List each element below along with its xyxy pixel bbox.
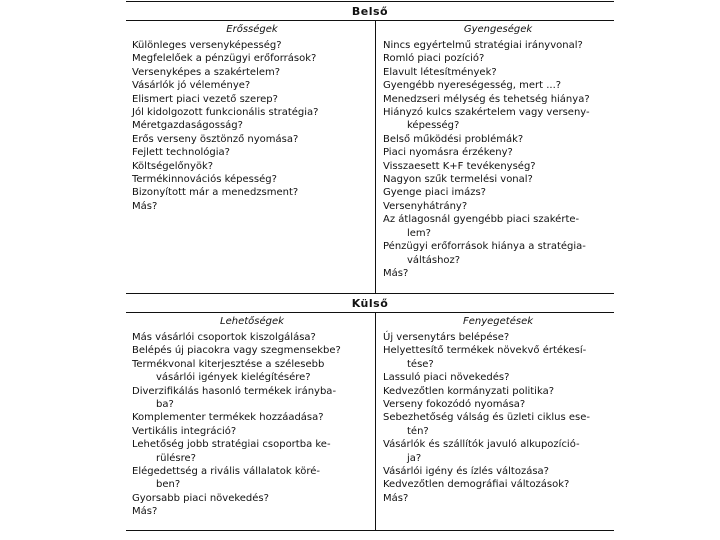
list-item (132, 119, 372, 132)
list-item-text: Belső működési problémák? (383, 133, 524, 145)
list-item (132, 160, 372, 173)
list-item-text: tése? (407, 358, 434, 370)
list-item-text: Az átlagosnál gyengébb piaci szakérte- (383, 214, 580, 226)
list-item (132, 358, 372, 371)
list-item-text: Új versenytárs belépése? (383, 332, 510, 343)
internal-column-divider (375, 20, 376, 293)
list-item-text: Elégedettség a rivális vállalatok köré- (132, 466, 321, 478)
list-item (383, 267, 611, 280)
list-item-text: Romló piaci pozíció? (383, 53, 485, 65)
list-item (132, 331, 372, 344)
list-item (132, 411, 372, 424)
list-item (383, 478, 611, 491)
list-item-text: Versenyképes a szakértelem? (132, 66, 281, 78)
rule-under-internal (126, 20, 614, 21)
external-heading: Külső (351, 297, 389, 310)
list-item-text: rülésre? (156, 452, 196, 464)
list-item-continuation (383, 254, 611, 267)
list-item-text: Más? (383, 267, 409, 279)
list-item-text: Jól kidolgozott funkcionális stratégia? (132, 107, 319, 119)
list-item-text: Diverzifikálás hasonló termékek iránybа- (132, 385, 337, 397)
list-item-text: Méretgazdaságosság? (132, 120, 243, 132)
list-item-text: ja? (407, 452, 422, 464)
list-item-text: ba? (156, 399, 174, 411)
list-item (383, 240, 611, 253)
list-item-text: Költségelőnyök? (132, 160, 214, 172)
list-item-text: Gyengébb nyereségesség, mert ...? (383, 80, 562, 92)
list-item-continuation (383, 119, 611, 132)
weaknesses-heading: Gyengeségek (463, 24, 533, 35)
list-item-text: Vásárlók jó véleménye? (132, 80, 251, 92)
list-item (383, 200, 611, 213)
list-item-text: Bizonyított már a menedzsment? (132, 187, 299, 199)
list-item-text: Gyorsabb piaci növekedés? (132, 492, 269, 504)
list-item (383, 93, 611, 106)
strengths-heading: Erősségek (226, 24, 278, 35)
strengths-list (132, 39, 372, 213)
list-item-text: váltáshoz? (407, 254, 461, 266)
list-item (383, 492, 611, 505)
rule-section-divider (126, 293, 614, 294)
list-item-text: Vásárlók és szállítók javuló alkupozíció- (383, 439, 580, 451)
list-item-text: Különleges versenyképesség? (132, 40, 282, 51)
list-item-text: Belépés új piacokra vagy szegmensekbe? (132, 345, 341, 357)
list-item-continuation (132, 371, 372, 384)
list-item-text: Vertikális integráció? (132, 425, 237, 437)
list-item (132, 66, 372, 79)
list-item-text: ben? (156, 479, 181, 491)
external-column-divider (375, 312, 376, 530)
list-item-text: Elismert piaci vezető szerep? (132, 93, 278, 105)
list-item-text: Hiányzó kulcs szakértelem vagy verseny- (383, 107, 590, 119)
list-item (132, 146, 372, 159)
list-item (383, 79, 611, 92)
internal-heading: Belső (351, 5, 389, 18)
list-item-text: Lehetőség jobb stratégiai csoportba ke- (132, 439, 331, 451)
rule-under-external (126, 312, 614, 313)
list-item-continuation (383, 358, 611, 371)
list-item (132, 93, 372, 106)
list-item-text: Elavult létesítmények? (383, 66, 497, 78)
list-item-text: Más? (132, 200, 158, 212)
list-item (383, 398, 611, 411)
list-item-text: Menedzseri mélység és tehetség hiánya? (383, 93, 590, 105)
list-item-text: Termékvonal kiterjesztése a szélesebb (132, 358, 325, 370)
list-item (132, 39, 372, 52)
list-item (383, 160, 611, 173)
list-item-text: Gyenge piaci imázs? (383, 187, 486, 199)
list-item (132, 385, 372, 398)
list-item (383, 385, 611, 398)
list-item (383, 438, 611, 451)
list-item-continuation (132, 398, 372, 411)
list-item (383, 331, 611, 344)
list-item (132, 344, 372, 357)
list-item (132, 200, 372, 213)
list-item (383, 371, 611, 384)
list-item (132, 425, 372, 438)
list-item-continuation (132, 452, 372, 465)
bottom-rule (126, 530, 614, 531)
threats-list (383, 331, 611, 505)
list-item-continuation (383, 452, 611, 465)
list-item-text: Verseny fokozódó nyomása? (383, 399, 526, 411)
list-item (132, 79, 372, 92)
list-item (132, 465, 372, 478)
list-item-text: vásárlói igények kielégítésére? (156, 372, 311, 384)
list-item-text: Kedvezőtlen kormányzati politika? (383, 385, 555, 397)
list-item-text: Lassuló piaci növekedés? (383, 372, 510, 384)
list-item-text: Visszaesett K+F tevékenység? (383, 160, 536, 172)
list-item (383, 106, 611, 119)
list-item-text: Komplementer termékek hozzáadása? (132, 412, 324, 424)
list-item (383, 133, 611, 146)
list-item-text: Más? (132, 506, 158, 518)
swot-table (126, 0, 614, 536)
list-item (132, 133, 372, 146)
list-item-text: Termékinnovációs képesség? (132, 174, 277, 186)
opportunities-heading: Lehetőségek (220, 316, 284, 327)
list-item (132, 173, 372, 186)
weaknesses-list (383, 39, 611, 280)
list-item-text: Pénzügyi erőforrások hiánya a stratégia- (383, 241, 586, 253)
list-item (132, 505, 372, 518)
list-item (132, 492, 372, 505)
list-item (132, 438, 372, 451)
list-item (383, 186, 611, 199)
list-item-text: képesség? (407, 120, 460, 132)
list-item-text: Erős verseny ösztönző nyomása? (132, 133, 299, 145)
list-item-continuation (383, 227, 611, 240)
list-item-continuation (132, 478, 372, 491)
list-item-text: Nincs egyértelmű stratégiai irányvonal? (383, 40, 583, 51)
list-item (132, 106, 372, 119)
list-item (132, 186, 372, 199)
list-item-continuation (383, 425, 611, 438)
list-item-text: Versenyhátrány? (383, 200, 468, 212)
list-item-text: Helyettesítő termékek növekvő értékesí- (383, 345, 587, 357)
list-item-text: Más vásárlói csoportok kiszolgálása? (132, 332, 316, 343)
list-item-text: Piaci nyomásra érzékeny? (383, 147, 513, 159)
list-item (383, 173, 611, 186)
list-item (383, 66, 611, 79)
list-item-text: Sebezhetőség válság és üzleti ciklus ese- (383, 412, 590, 424)
list-item (383, 411, 611, 424)
top-rule (126, 1, 614, 2)
list-item (383, 344, 611, 357)
list-item (383, 146, 611, 159)
list-item-text: Megfelelőek a pénzügyi erőforrások? (132, 53, 317, 65)
threats-heading: Fenyegetések (462, 316, 534, 327)
list-item-text: Más? (383, 492, 409, 504)
opportunities-list (132, 331, 372, 519)
list-item (383, 39, 611, 52)
list-item-text: Kedvezőtlen demográfiai változások? (383, 479, 570, 491)
list-item-text: tén? (407, 425, 429, 437)
list-item-text: Fejlett technológia? (132, 147, 230, 159)
list-item (383, 52, 611, 65)
list-item-text: Vásárlói igény és ízlés változása? (383, 466, 549, 478)
list-item (132, 52, 372, 65)
list-item-text: lem? (407, 227, 431, 239)
list-item (383, 213, 611, 226)
list-item-text: Nagyon szűk termelési vonal? (383, 174, 533, 186)
list-item (383, 465, 611, 478)
